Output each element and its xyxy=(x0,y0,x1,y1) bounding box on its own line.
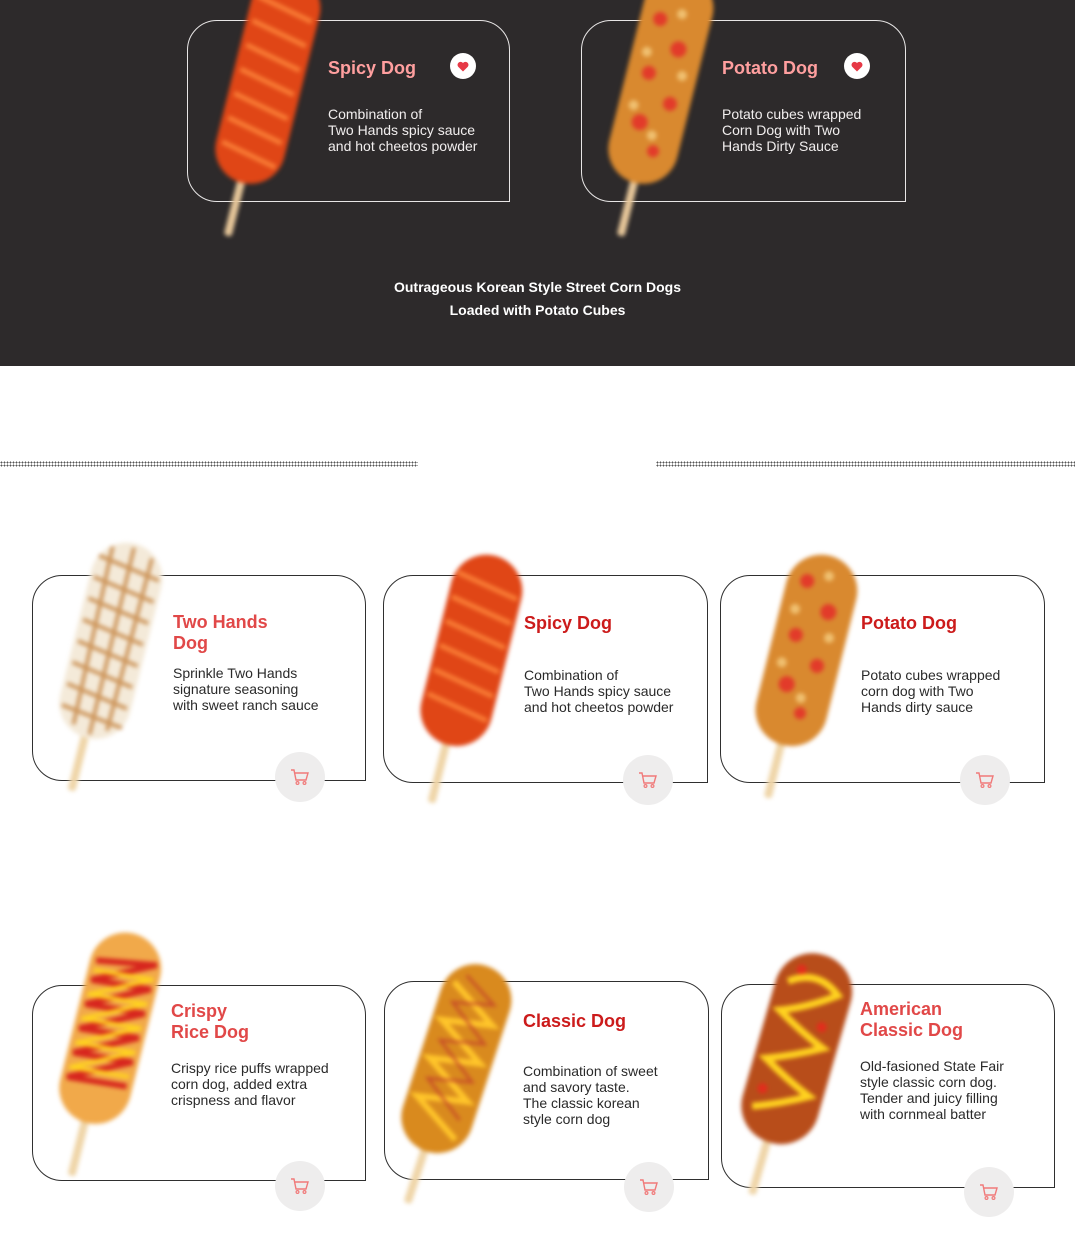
menu-card-title: Two Hands Dog xyxy=(173,612,268,653)
menu-card-title: Classic Dog xyxy=(523,1011,627,1031)
hero-card-desc: Combination of Two Hands spicy sauce and hot cheetos powder xyxy=(328,106,478,154)
spicy-dog-image xyxy=(195,0,325,235)
cart-icon xyxy=(639,1178,659,1196)
menu-card-desc: Potato cubes wrapped corn dog with Two Hands dirty sauce xyxy=(861,667,1001,715)
cart-icon xyxy=(290,768,310,786)
cart-icon xyxy=(290,1177,310,1195)
add-to-cart-button[interactable] xyxy=(964,1167,1014,1217)
american-classic-dog-image xyxy=(725,945,860,1195)
hero-section xyxy=(0,0,1075,366)
potato-dog-image xyxy=(735,552,865,797)
heart-icon xyxy=(851,61,863,72)
hero-card-title: Spicy Dog xyxy=(328,58,417,78)
hero-tagline: Outrageous Korean Style Street Corn Dogs Loaded with Potato Cubes xyxy=(393,279,682,318)
menu-card-desc: Crispy rice puffs wrapped corn dog, added extra crispness and flavor xyxy=(171,1060,329,1108)
crispy-rice-dog-image xyxy=(40,925,170,1175)
divider-left xyxy=(0,461,418,467)
menu-card-title: Potato Dog xyxy=(861,613,957,633)
heart-icon xyxy=(457,61,469,72)
cart-icon xyxy=(975,771,995,789)
add-to-cart-button[interactable] xyxy=(960,755,1010,805)
menu-card-title: Spicy Dog xyxy=(524,613,613,633)
menu-card-title: Crispy Rice Dog xyxy=(171,1001,250,1042)
menu-card-desc: Combination of sweet and savory taste. The classic korean style corn dog xyxy=(523,1063,658,1127)
favorite-button[interactable] xyxy=(844,53,870,79)
hero-card-desc: Potato cubes wrapped Corn Dog with Two Hands Dirty Sauce xyxy=(722,106,862,154)
cart-icon xyxy=(638,771,658,789)
add-to-cart-button[interactable] xyxy=(624,1162,674,1212)
menu-card-desc: Sprinkle Two Hands signature seasoning with sweet ranch sauce xyxy=(173,665,319,713)
menu-card-desc: Old-fasioned State Fair style classic corn dog. Tender and juicy filling with cornmeal batter xyxy=(860,1058,1004,1122)
add-to-cart-button[interactable] xyxy=(275,752,325,802)
add-to-cart-button[interactable] xyxy=(623,755,673,805)
cart-icon xyxy=(979,1183,999,1201)
favorite-button[interactable] xyxy=(450,53,476,79)
divider-right xyxy=(656,461,1075,467)
menu-card-desc: Combination of Two Hands spicy sauce and hot cheetos powder xyxy=(524,667,674,715)
add-to-cart-button[interactable] xyxy=(275,1161,325,1211)
potato-dog-image xyxy=(588,0,718,235)
two-hands-dog-image xyxy=(40,540,170,790)
menu-card-title: American Classic Dog xyxy=(860,999,964,1040)
hero-card-title: Potato Dog xyxy=(722,58,818,78)
classic-dog-image xyxy=(385,955,515,1210)
spicy-dog-image xyxy=(400,552,530,802)
